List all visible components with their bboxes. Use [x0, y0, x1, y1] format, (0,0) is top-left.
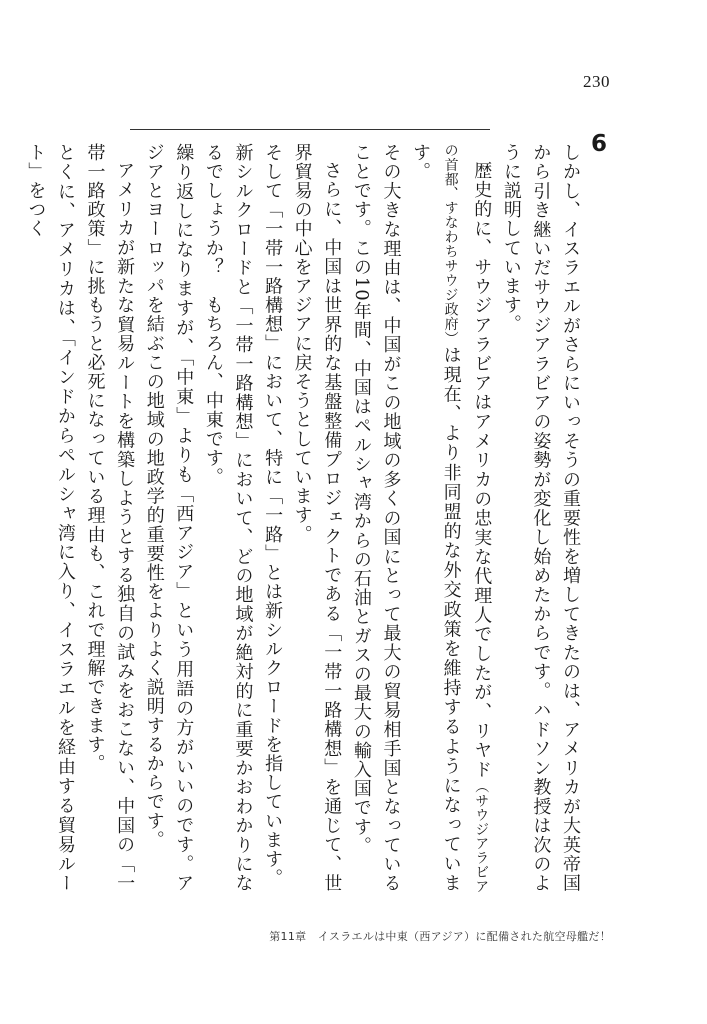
paragraph: アメリカが新たな貿易ルートを構築しようとする独自の試みをおこない、中国の「一帯一路政策」に挑もうと必死になっている理由も、これで理解できます。 — [84, 143, 136, 893]
paragraph: 繰り返しになりますが、「中東」よりも「西アジア」という用語の方がいいのです。アジアとヨーロッパを結ぶこの地域の地政学的重要性をよりよく説明するからです。 — [143, 143, 195, 893]
paragraph: そして「一帯一路構想」において、特に「一路」とは新シルクロードを指しています。 — [262, 143, 284, 888]
vertical-body-text — [25, 143, 585, 894]
quote-divider-line — [130, 129, 490, 130]
paragraph: とくに、アメリカは、「インドからペルシャ湾に入り、イスラエルを経由する貿易ルート」をつく — [25, 143, 76, 893]
quote-text: 歴史的に、サウジアラビアはアメリカの忠実な代理人でしたが、リヤド — [471, 161, 493, 780]
section-number: 6 — [591, 131, 608, 157]
paragraph: しかし、イスラエルがさらにいっそうの重要性を増してきたのは、アメリカが大英帝国から引き継いだサウジアラビアの姿勢が変化し始めたからです。ハドソン教授は次のように説明しています。 — [500, 143, 581, 893]
paragraph: その大きな理由は、中国がこの地域の多くの国にとって最大の貿易相手国となっていることです。この10年間、中国はペルシャ湾からの石油とガスの最大の輸入国です。 — [350, 143, 402, 893]
quote-paragraph — [405, 143, 496, 893]
quote-text: は現在、より非同盟的な外交政策を維持するようになっています。 — [410, 143, 462, 893]
page-number: 230 — [583, 72, 610, 91]
inline-annotation: （サウジアラビアの首都、すなわちサウジ政府） — [442, 143, 490, 894]
paragraph: 新シルクロードと「一帯一路構想」において、どの地域が絶対的に重要かおわかりになるでしょうか？ もちろん、中東です。 — [202, 143, 254, 893]
paragraph: さらに、中国は世界的な基盤整備プロジェクトである「一帯一路構想」を通じて、世界貿易の中心をアジアに戻そうとしています。 — [291, 143, 343, 893]
running-footer: 第11章 イスラエルは中東（西アジア）に配備された航空母艦だ！ — [269, 930, 611, 943]
